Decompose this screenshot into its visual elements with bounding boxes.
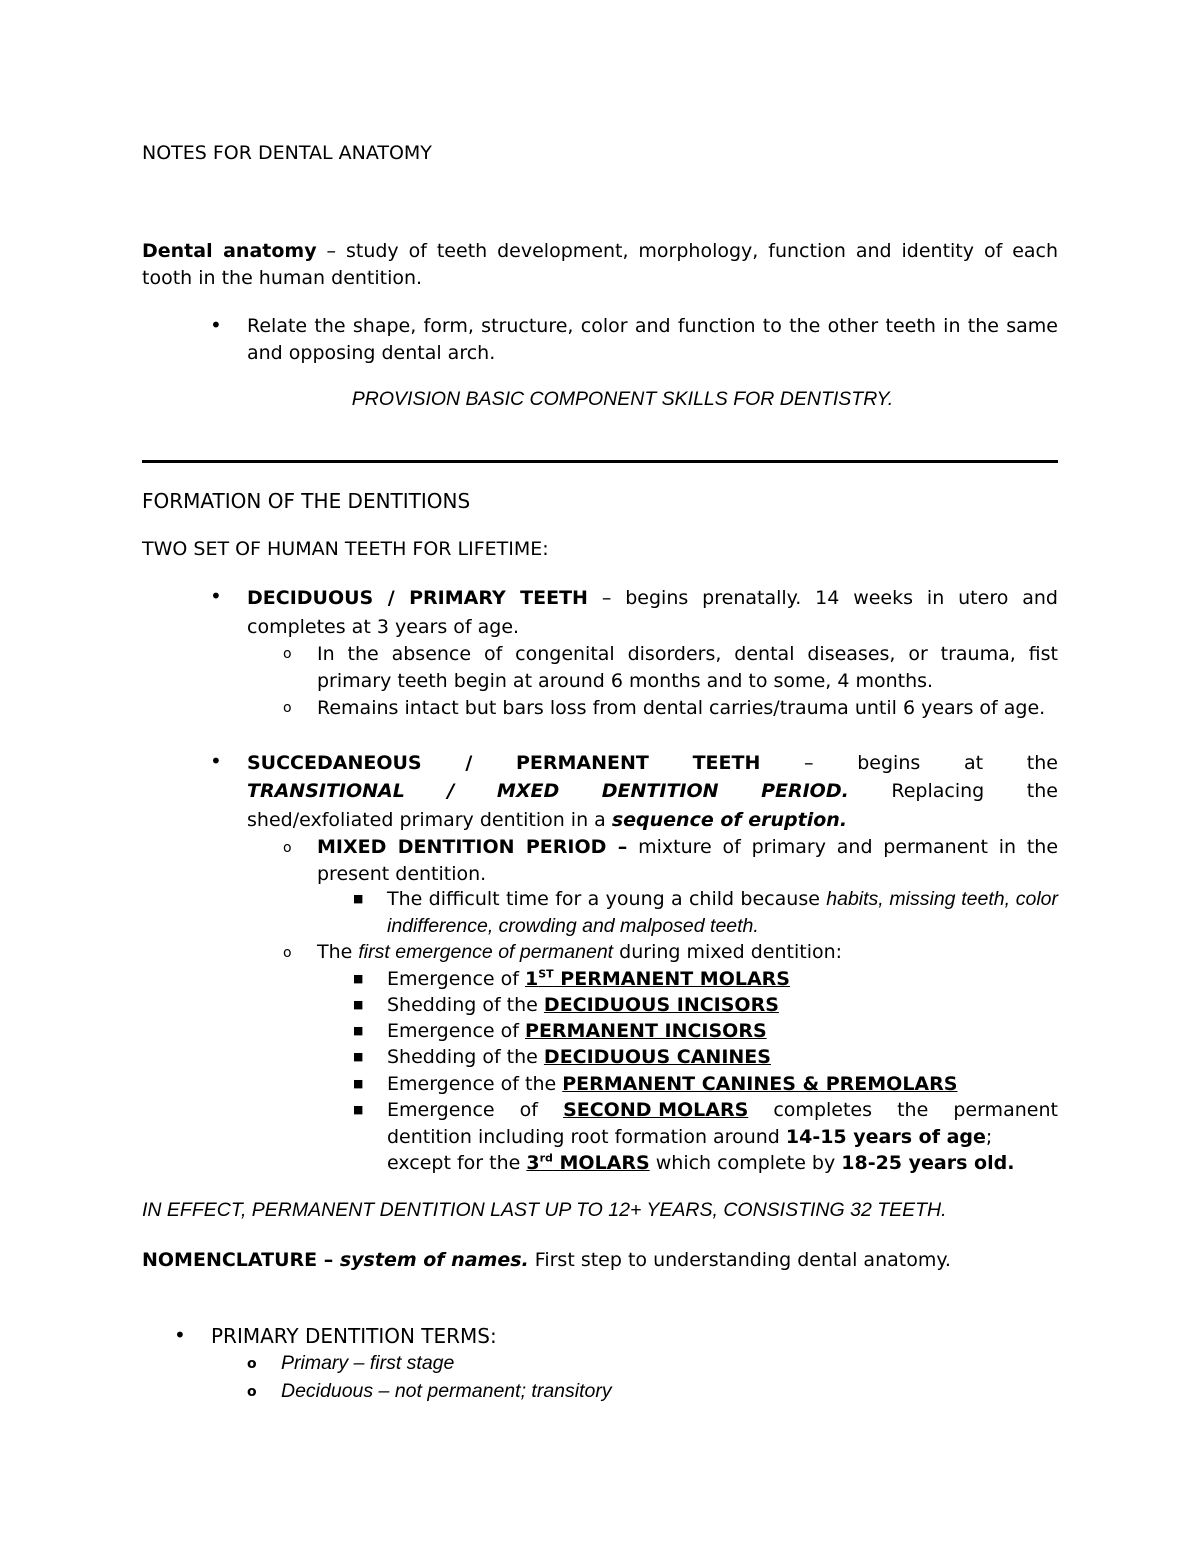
seq-pre: Emergence of: [387, 968, 526, 990]
succ-word: MXED: [496, 780, 560, 802]
sm-l3-bold: 18-25 years old.: [841, 1152, 1015, 1174]
sm-l3-pre: except for the: [387, 1152, 527, 1174]
mixed-text: mixture of primary and permanent in the present dentition.: [317, 836, 1059, 885]
circle-bullet-icon: o: [247, 1356, 257, 1372]
second-molars-line-2: [387, 1124, 1058, 1151]
first-em: first emergence of permanent: [358, 941, 614, 963]
sequence-item: [387, 1018, 1058, 1045]
succ-line3-text: shed/exfoliated primary dentition in a: [247, 809, 612, 831]
seq-pre: Emergence of: [387, 1020, 526, 1042]
succedaneous-line-2: [247, 777, 1058, 806]
primary-term-item: Deciduous – not permanent; transitory: [281, 1380, 612, 1402]
mixed-term: MIXED DENTITION PERIOD –: [317, 836, 628, 858]
provision-line: PROVISION BASIC COMPONENT SKILLS FOR DENTISTRY.: [351, 388, 894, 410]
sm-l2-post: ;: [985, 1126, 993, 1148]
succ-word: begins: [857, 752, 921, 774]
succ-word: /: [447, 780, 455, 802]
succ-word: SUCCEDANEOUS: [247, 752, 422, 774]
succ-word: the: [1026, 752, 1058, 774]
sm-l3-num: 3: [526, 1152, 540, 1174]
seq-underlined: DECIDUOUS CANINES: [543, 1046, 771, 1068]
deciduous-paragraph: [247, 584, 1058, 642]
circle-bullet-icon: o: [283, 840, 292, 856]
seq-underlined: DECIDUOUS INCISORS: [543, 994, 779, 1016]
seq-underlined: [525, 968, 790, 990]
deciduous-sub2: Remains intact but bars loss from dental carries/trauma until 6 years of age.: [317, 697, 1046, 719]
difficult-text: The difficult time for a young a child because: [387, 888, 827, 910]
succ-word: /: [465, 752, 473, 774]
succ-word: TRANSITIONAL: [247, 780, 405, 802]
succ-word: Replacing: [891, 780, 985, 802]
seq-underlined: PERMANENT INCISORS: [525, 1020, 767, 1042]
square-bullet-icon: ■: [353, 972, 364, 985]
succedaneous-line-1: [247, 749, 1058, 778]
bullet-icon: •: [210, 749, 222, 773]
sm-word: of: [519, 1099, 538, 1121]
first-pre: The: [317, 941, 359, 963]
succedaneous-line-3: [247, 806, 1058, 835]
sm-l2-bold: 14-15 years of age: [785, 1126, 986, 1148]
sm-word: the: [897, 1099, 929, 1121]
first-post: during mixed dentition:: [613, 941, 843, 963]
document-title: NOTES FOR DENTAL ANATOMY: [142, 142, 432, 164]
nomenclature-paragraph: [142, 1245, 972, 1275]
bullet-icon: •: [210, 313, 222, 337]
nomenclature-text: First step to understanding dental anatomy.: [528, 1249, 951, 1271]
sm-l3-underlined: [526, 1152, 649, 1174]
succ-line3-term: sequence of eruption.: [611, 809, 848, 831]
sm-l3-sup: rd: [539, 1151, 553, 1165]
definition-term: Dental anatomy: [142, 240, 317, 262]
deciduous-sub1: In the absence of congenital disorders, dental diseases, or trauma, fist primary teeth begin at around 6 months and to some, 4 months.: [317, 643, 1058, 692]
in-effect-line: IN EFFECT, PERMANENT DENTITION LAST UP TO 12+ YEARS, CONSISTING 32 TEETH.: [142, 1199, 947, 1221]
sequence-item: [387, 1044, 1058, 1071]
deciduous-text: – begins prenatally. 14 weeks in utero and completes at 3 years of age.: [247, 587, 1058, 638]
sm-word: permanent: [953, 1099, 1058, 1121]
primary-term-item: Primary – first stage: [281, 1352, 455, 1374]
circle-bullet-icon: o: [283, 945, 292, 961]
relate-bullet-text: Relate the shape, form, structure, color and function to the other teeth in the same and opposing dental arch.: [247, 315, 1058, 364]
succ-word: PERIOD.: [761, 780, 849, 802]
sequence-item: [387, 966, 1058, 993]
deciduous-term: DECIDUOUS / PRIMARY TEETH: [247, 587, 588, 609]
sm-word: SECOND MOLARS: [563, 1099, 749, 1121]
sm-l2-pre: dentition including root formation around: [387, 1126, 786, 1148]
circle-bullet-icon: o: [283, 646, 292, 662]
seq-underlined: PERMANENT CANINES & PREMOLARS: [562, 1073, 958, 1095]
seq-pre: Shedding of the: [387, 1046, 544, 1068]
horizontal-divider: [142, 460, 1058, 463]
succ-word: TEETH: [692, 752, 761, 774]
nomenclature-term: NOMENCLATURE –: [142, 1249, 340, 1271]
sequence-item: [387, 1071, 1058, 1098]
seq-u: PERMANENT MOLARS: [553, 968, 790, 990]
sm-l3-u: MOLARS: [552, 1152, 650, 1174]
succ-word: DENTITION: [601, 780, 719, 802]
square-bullet-icon: ■: [353, 1103, 364, 1116]
two-set-subheading: TWO SET OF HUMAN TEETH FOR LIFETIME:: [142, 538, 549, 560]
square-bullet-icon: ■: [353, 1077, 364, 1090]
difficult-paragraph: [387, 886, 1058, 940]
square-bullet-icon: ■: [353, 998, 364, 1011]
second-molars-line-1: [387, 1097, 1058, 1124]
sm-word: Emergence: [387, 1099, 495, 1121]
seq-pre: Emergence of the: [387, 1073, 563, 1095]
sm-l3-mid: which complete by: [649, 1152, 842, 1174]
seq-num: 1: [525, 968, 539, 990]
succ-word: at: [963, 752, 984, 774]
square-bullet-icon: ■: [353, 1050, 364, 1063]
difficult-em: habits, missing teeth, color indifference, crowding and malposed teeth.: [387, 888, 1059, 937]
square-bullet-icon: ■: [353, 1024, 364, 1037]
square-bullet-icon: ■: [353, 892, 364, 905]
sm-word: completes: [773, 1099, 873, 1121]
circle-bullet-icon: o: [283, 700, 292, 716]
first-emergence-line: [317, 939, 1058, 966]
succ-word: –: [804, 752, 814, 774]
succ-word: PERMANENT: [515, 752, 649, 774]
primary-terms-heading: PRIMARY DENTITION TERMS:: [211, 1324, 497, 1348]
circle-bullet-icon: o: [247, 1384, 257, 1400]
seq-sup: ST: [538, 967, 554, 981]
bullet-icon: •: [174, 1323, 186, 1347]
succ-word: the: [1026, 780, 1058, 802]
definition-text: – study of teeth development, morphology, function and identity of each tooth in the human dentition.: [142, 240, 1059, 289]
formation-heading: FORMATION OF THE DENTITIONS: [142, 489, 471, 513]
definition-paragraph: [142, 238, 1058, 292]
nomenclature-term-em: system of names.: [339, 1249, 529, 1271]
sequence-item: [387, 992, 1058, 1019]
bullet-icon: •: [210, 584, 222, 608]
second-molars-line-3: [387, 1150, 1058, 1177]
seq-pre: Shedding of the: [387, 994, 544, 1016]
mixed-dentition-paragraph: [317, 834, 1058, 888]
